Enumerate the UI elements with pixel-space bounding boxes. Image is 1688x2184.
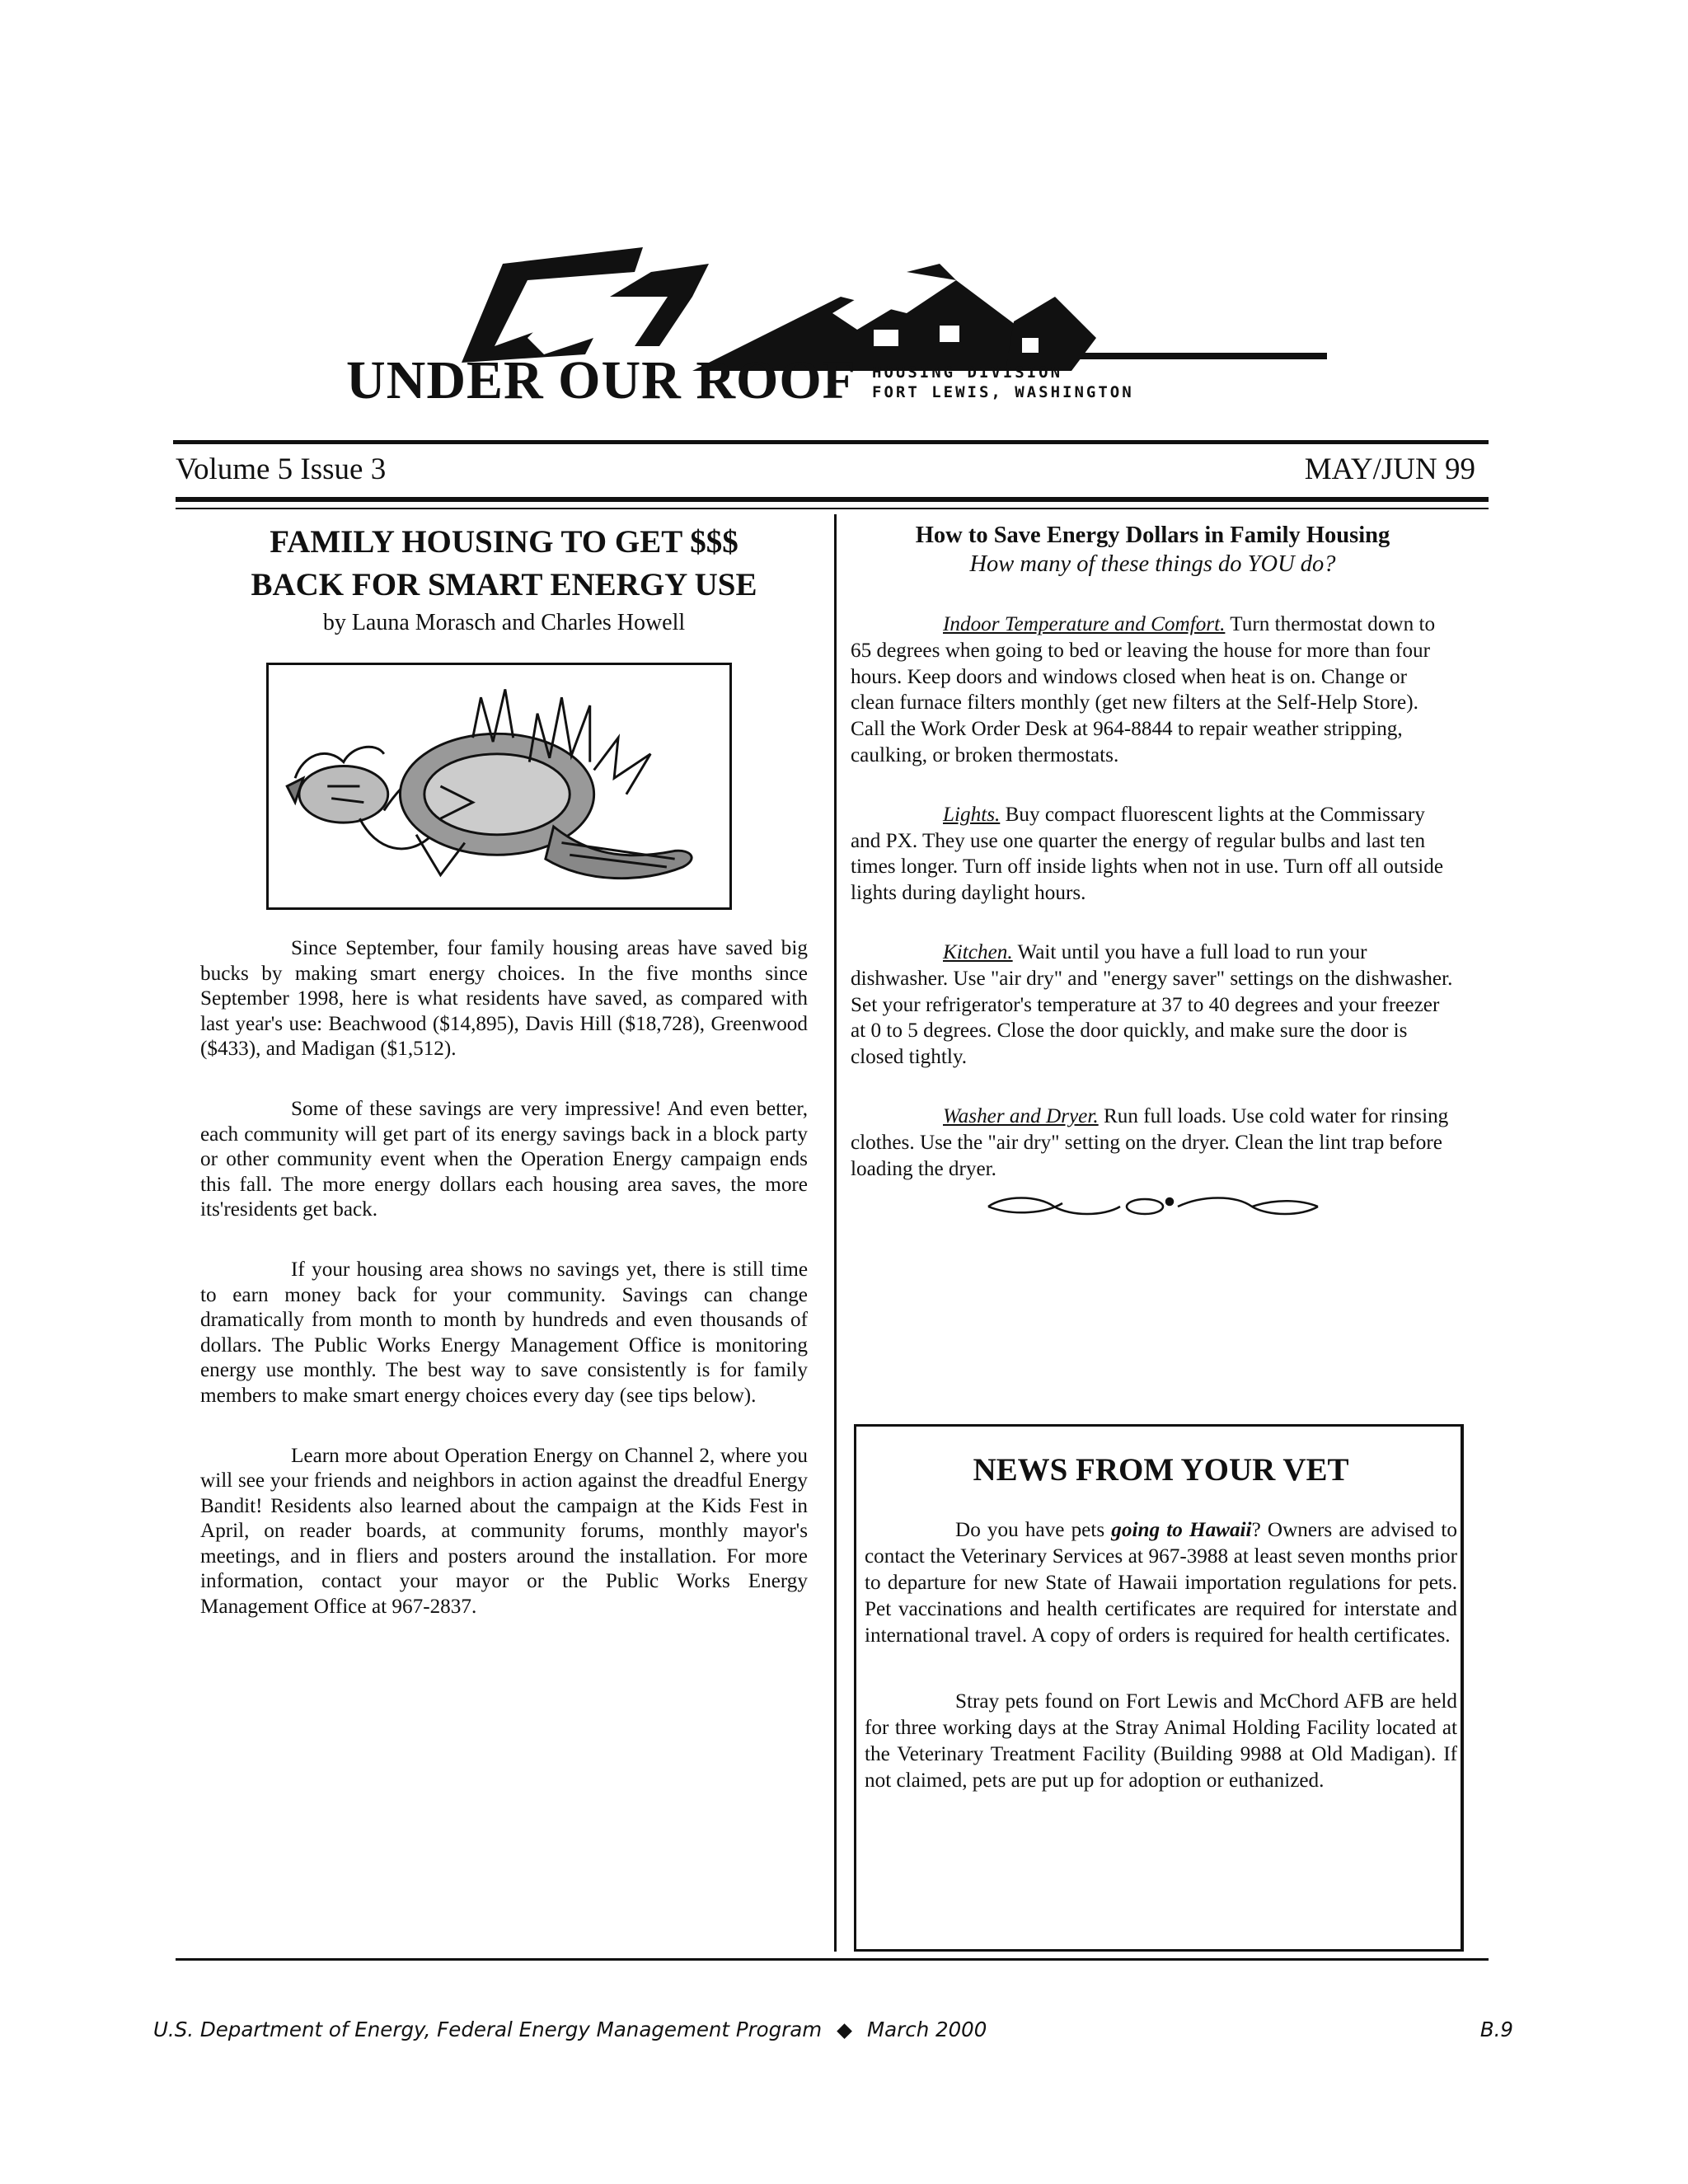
tip-text: Wait until you have a full load to run your dishwasher. Use "air dry" and "energy saver" settings on the dishwasher. Set your refrigerator's temperature at 37 to 40 degrees and your freezer at 0 to 5 degrees. Close the door quickly, and make sure the door is closed tightly.: [851, 940, 1453, 1069]
diamond-icon: ◆: [837, 2018, 852, 2041]
vet-p1-text-rest: ? Owners are advised to contact the Veterinary Services at 967-3988 at least seven months prior to departure for new State of Hawaii importation regulations for pets. Pet vaccinations and health certificates are required for interstate and international travel. A copy of orders is required for health certificates.: [865, 1519, 1457, 1647]
energy-tips: [851, 521, 1455, 1221]
vet-news-box: [854, 1424, 1464, 1952]
footer-rule: [176, 1958, 1489, 1961]
tip-lights: [851, 802, 1455, 907]
issue-date: MAY/JUN 99: [1304, 452, 1475, 486]
tip-washer-dryer: [851, 1104, 1455, 1182]
lead-article: [200, 521, 808, 1620]
tip-text: Run full loads. Use cold water for rinsing clothes. Use the "air dry" setting on the dryer. Clean the lint trap before loading the dryer.: [851, 1104, 1449, 1180]
page-number: B.9: [1479, 2018, 1513, 2041]
lead-paragraph-4: Learn more about Operation Energy on Channel 2, where you will see your friends and neighbors in action against the dreadful Energy Bandit! Residents also learned about the campaign at the Kids Fest in April, on reader boards, at community forums, monthly mayor's meetings, and in fliers and posters around the installation. For more information, contact your mayor or the Public Works Energy Management Office at 967-2837.: [200, 1444, 808, 1619]
tip-indoor-temperature: [851, 612, 1455, 769]
tip-heading: Indoor Temperature and Comfort.: [943, 613, 1226, 635]
lead-headline-line2: BACK FOR SMART ENERGY USE: [251, 567, 757, 602]
energy-bandit-icon: [269, 665, 729, 907]
energy-bandit-illustration: [266, 663, 732, 910]
header-rule-thick: [176, 497, 1489, 502]
tip-heading: Lights.: [943, 803, 1001, 826]
lead-paragraph-1: Since September, four family housing areas have saved big bucks by making smart energy choices. In the five months since September 1998, here is what residents have saved, as compared with last year's use: Beachwood ($14,895), Davis Hill ($18,728), Greenwood ($433), and Madigan ($1,512).: [200, 937, 808, 1061]
masthead-subtitle-line1: HOUSING DIVISION: [872, 363, 1063, 382]
lead-headline-line1: FAMILY HOUSING TO GET $$$: [270, 524, 738, 560]
ornament-divider-icon: [980, 1192, 1326, 1221]
header-rule-thin: [176, 508, 1489, 509]
volume-issue: Volume 5 Issue 3: [176, 452, 387, 486]
masthead-subtitle: [872, 363, 1134, 402]
tip-heading: Kitchen.: [943, 940, 1013, 963]
masthead-title: UNDER OUR ROOF: [346, 350, 856, 410]
lead-headline: [200, 521, 808, 607]
footer-source-text: U.S. Department of Energy, Federal Energy Management Program: [153, 2018, 823, 2041]
tips-title: How to Save Energy Dollars in Family Housing: [915, 523, 1390, 548]
tip-kitchen: [851, 940, 1455, 1071]
tip-text: Turn thermostat down to 65 degrees when going to bed or leaving the house for more than four hours. Keep doors and windows closed when heat is on. Change or clean furnace filters monthly (get new filters at the Self-Help Store). Call the Work Order Desk at 964-8844 to repair weather stripping, caulking, or broken thermostats.: [851, 613, 1436, 766]
vet-p1-text: Do you have pets: [955, 1519, 1112, 1541]
masthead-subtitle-line2: FORT LEWIS, WASHINGTON: [872, 383, 1134, 401]
lead-paragraph-2: Some of these savings are very impressive! And even better, each community will get part of its energy savings back in a block party or other community event when the Operation Energy campaign ends this fall. The more energy dollars each housing area saves, the more its'residents get back.: [200, 1097, 808, 1221]
vet-paragraph-1: [865, 1517, 1457, 1649]
tip-text: Buy compact fluorescent lights at the Commissary and PX. They use one quarter the energy of regular bulbs and last ten times longer. Turn off inside lights when not in use. Turn off all outside lights during daylight hours.: [851, 803, 1444, 905]
column-divider: [834, 514, 837, 1952]
vet-paragraph-2: Stray pets found on Fort Lewis and McChord AFB are held for three working days at the Stray Animal Holding Facility located at the Veterinary Treatment Facility (Building 9988 at Old Madigan). If not claimed, pets are put up for adoption or euthanized.: [865, 1690, 1457, 1792]
lead-byline: by Launa Morasch and Charles Howell: [322, 610, 686, 635]
masthead-rule: [173, 440, 1489, 444]
vet-title: NEWS FROM YOUR VET: [973, 1452, 1349, 1488]
tips-subtitle: How many of these things do YOU do?: [969, 551, 1336, 577]
footer-source: [153, 2018, 987, 2041]
lead-paragraph-3: If your housing area shows no savings yet, there is still time to earn money back for your community. Savings can change dramatically from month to month by hundreds and even thousands of dollars. The Public Works Energy Management Office is monitoring energy use monthly. The best way to save consistently is for family members to make smart energy choices every day (see tips below).: [200, 1258, 808, 1407]
footer-date: March 2000: [867, 2018, 987, 2041]
tip-heading: Washer and Dryer.: [943, 1104, 1099, 1127]
vet-p1-emphasis: going to Hawaii: [1111, 1519, 1252, 1541]
